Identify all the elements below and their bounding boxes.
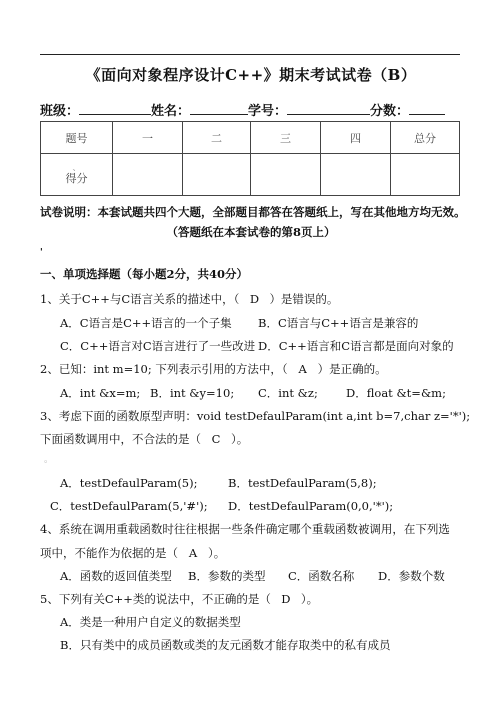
stray-mark: 、 <box>72 162 81 172</box>
question-3-answer: C <box>211 432 221 446</box>
question-4-option-b: B．参数的类型 <box>188 569 266 583</box>
question-2-answer: A <box>298 362 307 376</box>
answer-sheet-note: （答题纸在本套试卷的第8页上） <box>166 225 336 239</box>
score-cell[interactable] <box>391 154 460 196</box>
question-1-option-c: C．C++语言对C语言进行了一些改进 <box>60 339 256 353</box>
question-2-stem-text: 2、已知：int m=10; 下列表示引用的方法中，（ <box>40 362 288 376</box>
question-4-stem-text: 项中，不能作为依据的是（ <box>40 546 178 560</box>
score-table-header-row <box>41 122 460 154</box>
question-3-stem: 3、考虑下面的函数原型声明：void testDefaulParam(int a,int b=7,char z='*'); <box>40 409 471 423</box>
question-2-option-a: A．int &x=m; <box>60 386 141 400</box>
student-info-line <box>40 100 445 119</box>
question-3-option-b: B．testDefaulParam(5,8); <box>228 476 377 490</box>
question-5-stem <box>40 591 318 607</box>
question-3-option-c: C．testDefaulParam(5,'#'); <box>50 499 208 513</box>
question-5-stem-end: ）。 <box>300 592 319 606</box>
exam-instructions: 试卷说明：本套试题共四个大题，全部题目都答在答题纸上，写在其他地方均无效。 <box>40 205 466 219</box>
score-row-label-text: 得分 <box>65 171 88 185</box>
score-table <box>40 121 460 196</box>
question-2-stem <box>40 361 387 377</box>
question-3-option-d: D．testDefaulParam(0,0,'*'); <box>228 499 394 513</box>
question-1-option-d: D．C++语言和C语言都是面向对象的 <box>258 339 454 353</box>
stray-dot: 。 <box>44 455 54 465</box>
question-1-answer: D <box>249 292 260 306</box>
question-2-option-c: C．int &z; <box>258 386 318 400</box>
score-header-cell: 四 <box>321 122 391 154</box>
question-5-stem-text: 5、下列有关C++类的说法中，不正确的是（ <box>40 592 271 606</box>
question-4-stem: 4、系统在调用重载函数时往往根据一些条件确定哪个重载函数被调用，在下列选 <box>40 522 450 536</box>
stray-mark: ' <box>40 248 43 258</box>
score-cell[interactable] <box>251 154 321 196</box>
score-header-cell: 二 <box>183 122 251 154</box>
score-header-cell: 题号 <box>41 122 113 154</box>
id-label: 学号： <box>248 104 288 119</box>
score-header-cell: 一 <box>113 122 183 154</box>
score-table-score-row <box>41 154 460 196</box>
question-4-option-c: C．函数名称 <box>288 569 355 583</box>
score-cell[interactable] <box>321 154 391 196</box>
question-5-option-b: B．只有类中的成员函数或类的友元函数才能存取类中的私有成员 <box>60 638 391 652</box>
question-1-option-b: B．C语言与C++语言是兼容的 <box>258 316 419 330</box>
score-row-label <box>41 154 113 196</box>
question-1-option-a: A．C语言是C++语言的一个子集 <box>60 316 232 330</box>
question-3-stem-text: 下面函数调用中，不合法的是（ <box>40 432 201 446</box>
question-3-stem-end: ）。 <box>231 432 249 446</box>
name-field[interactable] <box>190 103 248 115</box>
score-cell[interactable] <box>183 154 251 196</box>
question-4-option-d: D．参数个数 <box>378 569 445 583</box>
class-field[interactable] <box>79 103 151 115</box>
question-1-stem-end: ）是错误的。 <box>269 292 339 306</box>
question-4-stem-end: ）。 <box>208 546 226 560</box>
question-3-stem-line2 <box>40 431 248 447</box>
question-4-stem-line2 <box>40 545 225 561</box>
score-cell[interactable] <box>113 154 183 196</box>
score-field[interactable] <box>409 103 445 115</box>
question-4-answer: A <box>188 546 198 560</box>
question-5-option-a: A．类是一种用户自定义的数据类型 <box>60 615 241 629</box>
question-2-stem-end: ）是正确的。 <box>317 362 387 376</box>
section-heading: 一、单项选择题（每小题2分，共40分） <box>40 267 249 281</box>
score-header-cell: 总分 <box>391 122 460 154</box>
question-3-option-a: A．testDefaulParam(5); <box>60 476 198 490</box>
score-header-cell: 三 <box>251 122 321 154</box>
question-1-stem <box>40 291 338 307</box>
id-field[interactable] <box>287 103 370 115</box>
name-label: 姓名： <box>151 104 191 119</box>
question-2-option-d: D．float &t=&m; <box>346 386 446 400</box>
question-2-option-b: B．int &y=10; <box>150 386 235 400</box>
question-5-answer: D <box>281 592 291 606</box>
class-label: 班级： <box>40 104 80 119</box>
question-1-stem-text: 1、关于C++与C语言关系的描述中，（ <box>40 292 240 306</box>
score-label: 分数： <box>370 104 410 119</box>
header-rule <box>40 54 460 55</box>
question-4-option-a: A．函数的返回值类型 <box>60 569 172 583</box>
exam-title: 《面向对象程序设计C++》期末考试试卷（B） <box>85 66 417 84</box>
